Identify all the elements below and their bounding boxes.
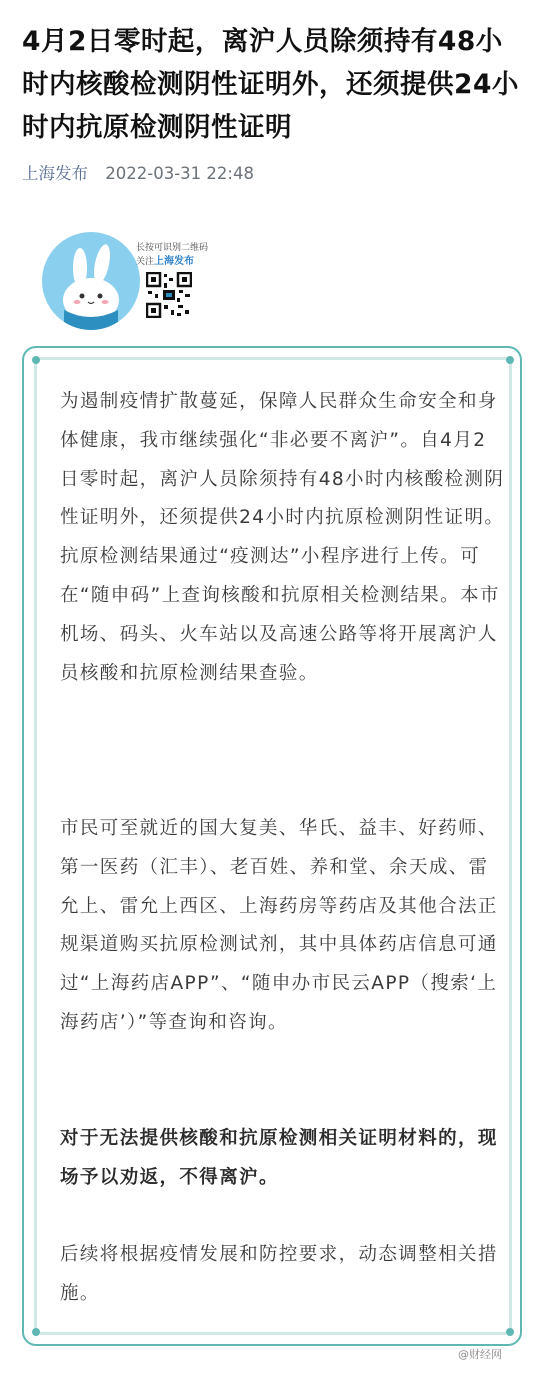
source-account-link[interactable]: 上海发布 bbox=[22, 164, 88, 183]
qr-follow-name: 上海发布 bbox=[154, 256, 195, 267]
follow-qr-card[interactable] bbox=[42, 232, 252, 332]
qr-follow-line bbox=[136, 255, 208, 269]
bunny-mascot-icon bbox=[42, 232, 140, 330]
qr-follow-prefix: 关注 bbox=[136, 257, 155, 267]
notice-paragraph-3: 对于无法提供核酸和抗原检测相关证明材料的，现场予以劝返，不得离沪。 bbox=[60, 1128, 498, 1188]
frame-corner-dot bbox=[32, 1328, 40, 1336]
frame-corner-dot bbox=[506, 1328, 514, 1336]
article-title: 4月2日零时起，离沪人员除须持有48小时内核酸检测阴性证明外，还须提供24小时内抗原检测阴性证明 bbox=[22, 26, 519, 143]
publish-datetime: 2022-03-31 22:48 bbox=[105, 164, 254, 183]
qr-scan-hint: 长按可识别二维码 bbox=[136, 243, 209, 253]
watermark-label: @财经网 bbox=[458, 1348, 502, 1361]
frame-corner-dot bbox=[32, 356, 40, 364]
frame-corner-dot bbox=[506, 356, 514, 364]
qr-code-icon bbox=[146, 272, 192, 318]
notice-paragraph-4: 后续将根据疫情发展和防控要求，动态调整相关措施。 bbox=[60, 1244, 498, 1304]
notice-paragraph-1: 为遏制疫情扩散蔓延，保障人民群众生命安全和身体健康，我市继续强化“非必要不离沪”。自4月2日零时起，离沪人员除须持有48小时内核酸检测阴性证明外，还须提供24小时内抗原检测阴性证明。抗原检测结果通过“疫测达”小程序进行上传。可在“随申码”上查询核酸和抗原相关检测结果。本市机场、码头、火车站以及高速公路等将开展离沪人员核酸和抗原检测结果查验。 bbox=[60, 391, 505, 684]
article-meta bbox=[22, 160, 254, 184]
qr-caption bbox=[136, 242, 208, 269]
notice-paragraph-2: 市民可至就近的国大复美、华氏、益丰、好药师、第一医药（汇丰）、老百姓、养和堂、余天成、雷允上、雷允上西区、上海药房等药店及其他合法正规渠道购买抗原检测试剂，其中具体药店信息可通过“上海药店APP”、“随申办市民云APP（搜索‘上海药店’）”等查询和咨询。 bbox=[60, 818, 498, 1033]
